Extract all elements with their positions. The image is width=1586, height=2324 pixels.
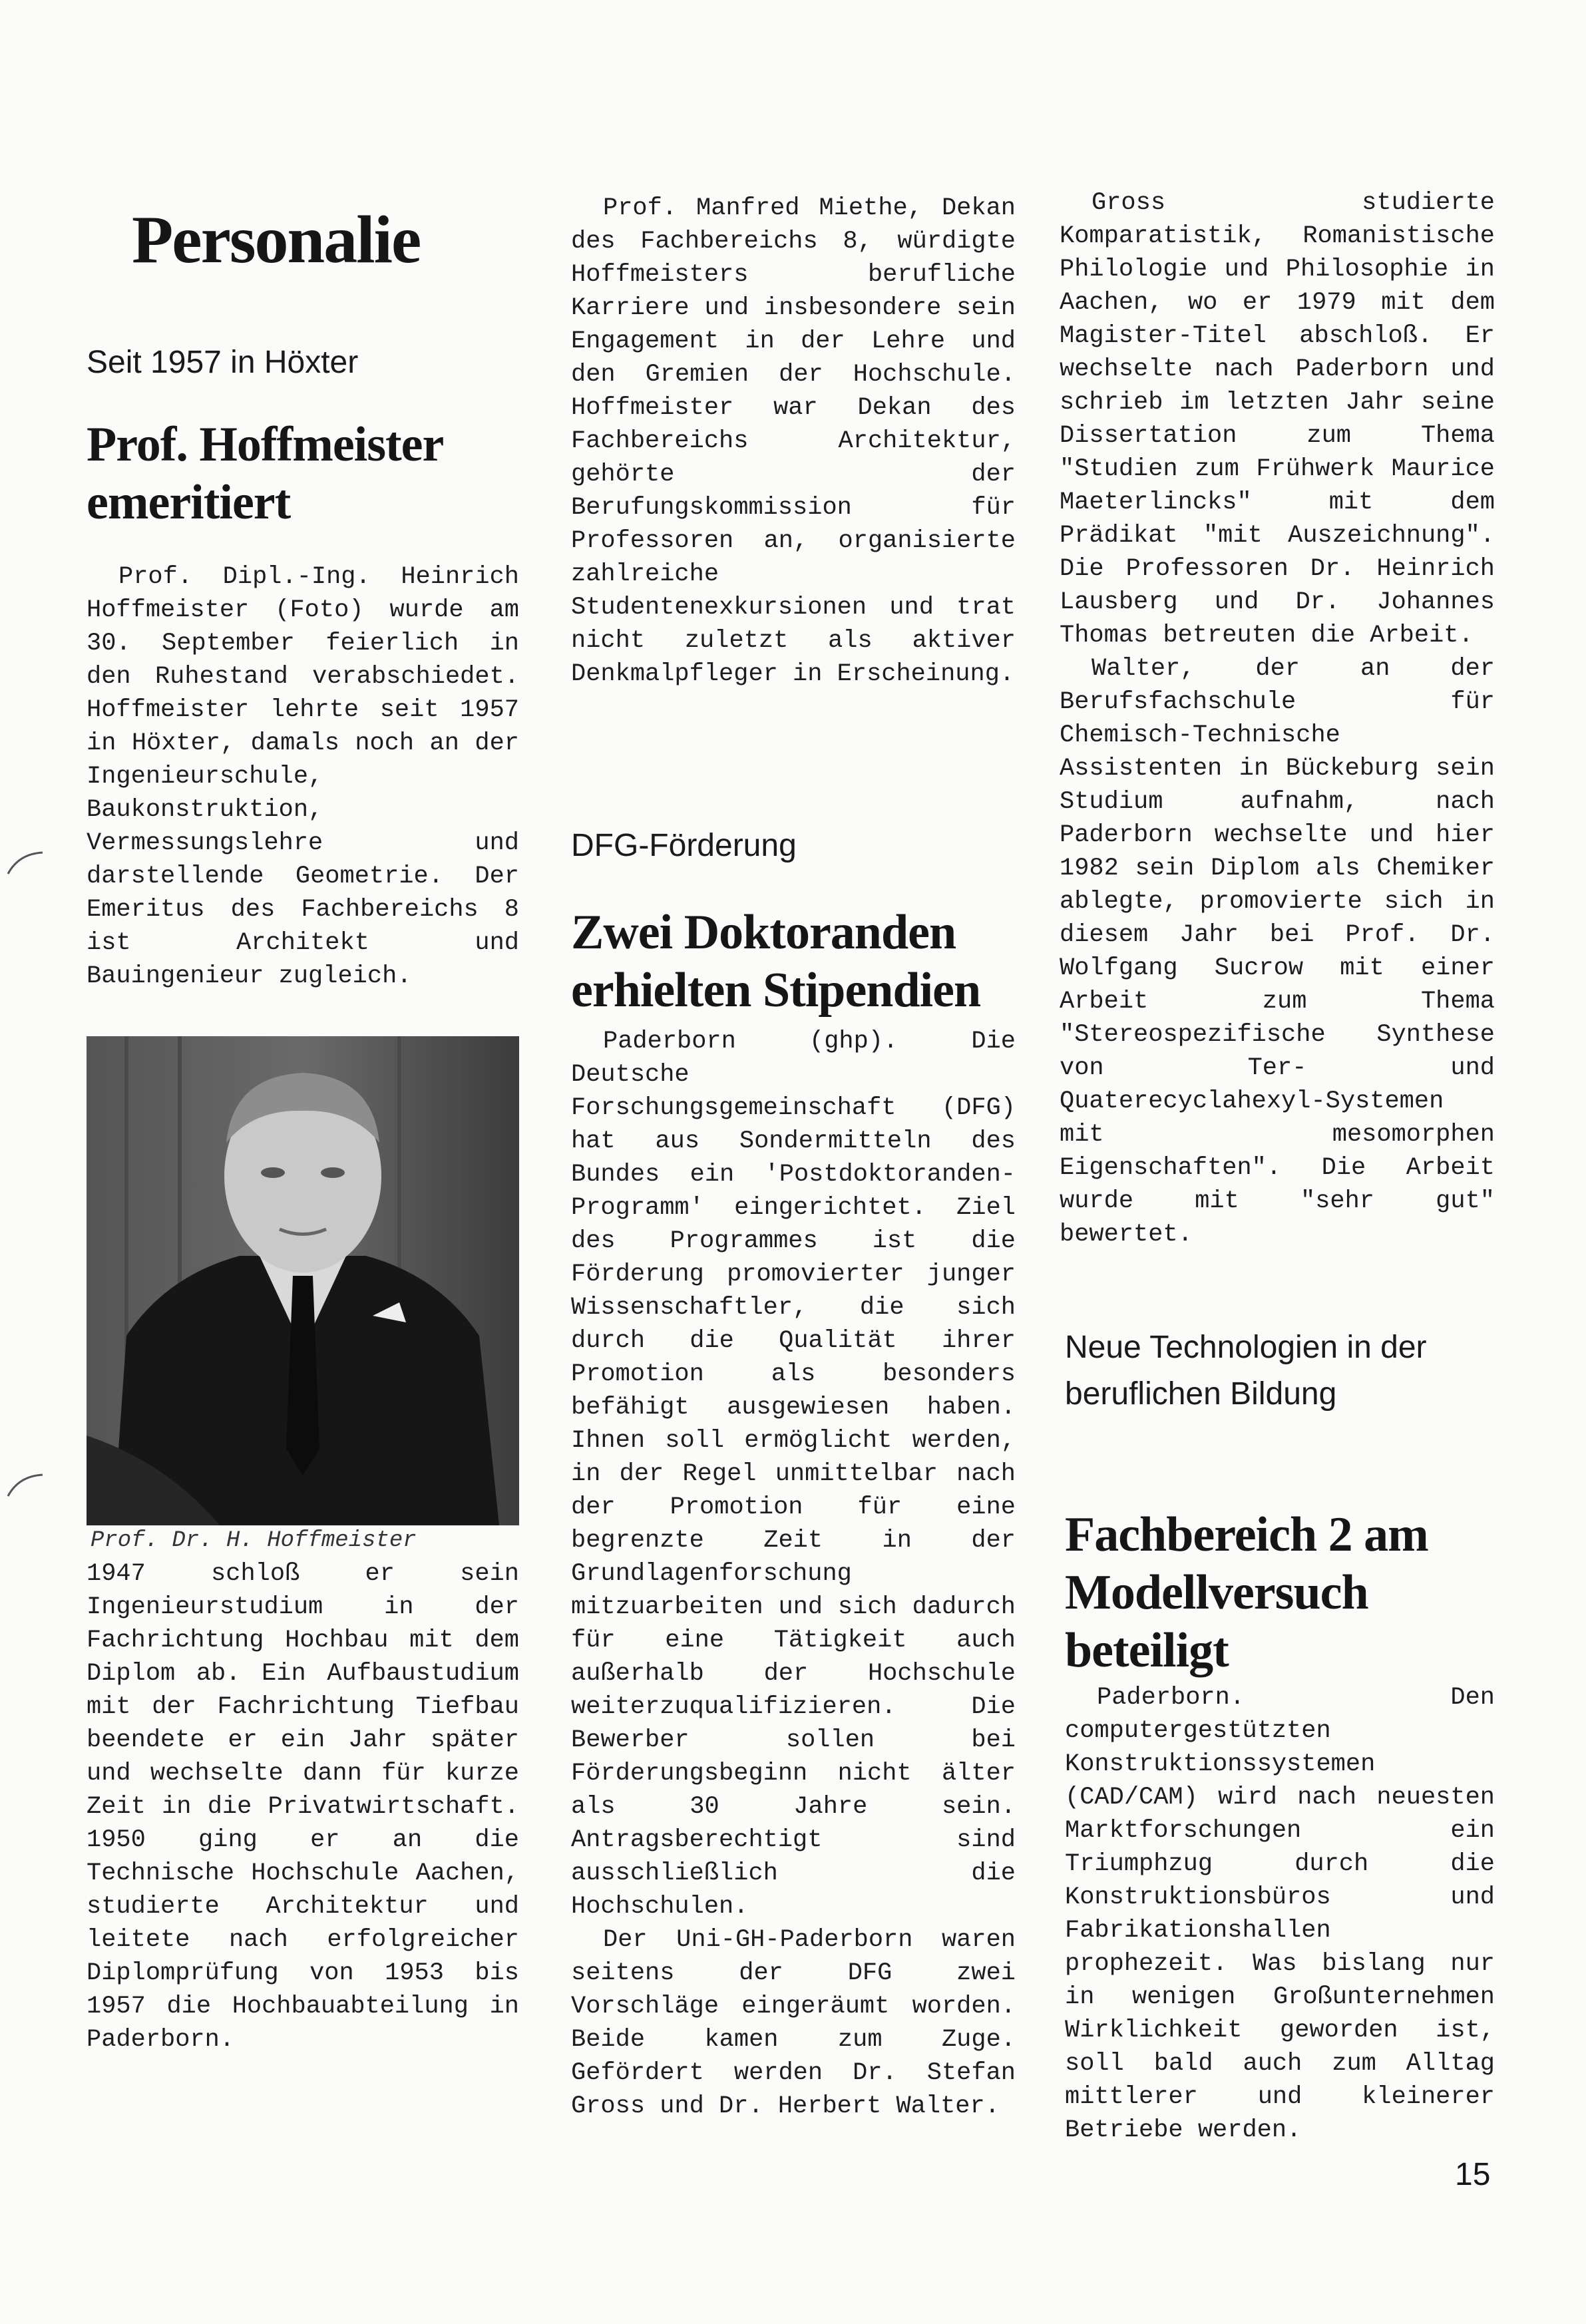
article1-paragraph-3: Prof. Manfred Miethe, Dekan des Fachbereichs 8, würdigte Hoffmeisters berufliche Karriere und insbesondere sein Engagement in der Lehre und den Gremien der Hochschule. Hoffmeister war Dekan des Fachbereichs Architektur, gehörte der Berufungskommission für Professoren an, organisierte zahlreiche Studentenexkursionen und trat nicht zuletzt als aktiver Denkmalpfleger in Erscheinung. [571,194,1016,688]
article1-headline: Prof. Hoffmeister emeritiert [87,417,443,530]
page-number: 15 [1455,2157,1491,2192]
article2-paragraph-2: Der Uni-GH-Paderborn waren seitens der DFG zwei Vorschläge eingeräumt worden. Beide kamen zum Zuge. Gefördert werden Dr. Stefan Gross und Dr. Herbert Walter. [571,1926,1016,2120]
article2-kicker: DFG-Förderung [571,828,797,863]
article1-kicker: Seit 1957 in Höxter [87,345,359,380]
article2-paragraph-1: Paderborn (ghp). Die Deutsche Forschungsgemeinschaft (DFG) hat aus Sondermitteln des Bundes ein 'Postdoktoranden-Programm' eingerichtet. Ziel des Programmes ist die Förderung promovierter junger Wissenschaftler, die sich durch die Qualität ihrer Promotion als besonders befähigt ausgewiesen haben. Ihnen soll ermöglicht werden, in der Regel unmittelbar nach der Promotion für eine begrenzte Zeit in der Grundlagenforschung mitzuarbeiten und sich dadurch für eine Tätigkeit auch außerhalb der Hochschule weiterzuqualifizieren. Die Bewerber sollen bei Förderungsbeginn nicht älter als 30 Jahre sein. Antragsberechtigt sind ausschließlich die Hochschulen. [571,1028,1016,1921]
article2-paragraph-4: Walter, der an der Berufsfachschule für Chemisch-Technische Assistenten in Bückeburg sein Studium aufnahm, nach Paderborn wechselte und hier 1982 sein Diplom als Chemiker ablegte, promovierte sich in diesem Jahr bei Prof. Dr. Wolfgang Sucrow mit einer Arbeit zum Thema "Stereospezifische Synthese von Ter- und Quaterecyclahexyl-Systemen mit mesomorphen Eigenschaften". Die Arbeit wurde mit "sehr gut" bewertet. [1060,655,1495,1249]
portrait-illustration [87,1036,519,1525]
punch-hole-mark [5,1471,45,1497]
article3-text [1065,1681,1495,2147]
article3-paragraph-1: Paderborn. Den computergestützten Konstruktionssystemen (CAD/CAM) wird nach neuesten Marktforschungen ein Triumphzug durch die Konstruktionsbüros und Fabrikationshallen prophezeit. Was bislang nur in wenigen Großunternehmen Wirklichkeit geworden ist, soll bald auch zum Alltag mittlerer und kleinerer Betriebe werden. [1065,1684,1495,2144]
article2-headline: Zwei Doktoranden erhielten Stipendien [571,905,981,1018]
section-title: Personalie [132,202,421,278]
article1-text-part2 [87,1557,519,2056]
article1-paragraph-1: Prof. Dipl.-Ing. Heinrich Hoffmeister (Foto) wurde am 30. September feierlich in den Ruhestand verabschiedet. Hoffmeister lehrte seit 1957 in Höxter, damals noch an der Ingenieurschule, Baukonstruktion, Vermessungslehre und darstellende Geometrie. Der Emeritus des Fachbereichs 8 ist Architekt und Bauingenieur zugleich. [87,563,519,990]
hoffmeister-portrait-photo [87,1036,519,1525]
article1-text-part1 [87,560,519,993]
article1-text-part3 [571,192,1016,691]
article3-headline: Fachbereich 2 am Modellversuch beteiligt [1065,1507,1428,1678]
punch-hole-mark [5,849,45,875]
article1-paragraph-2: 1947 schloß er sein Ingenieurstudium in der Fachrichtung Hochbau mit dem Diplom ab. Ein Aufbaustudium mit der Fachrichtung Tiefbau beendete er ein Jahr später und wechselte dann für kurze Zeit in die Privatwirtschaft. 1950 ging er an die Technische Hochschule Aachen, studierte Architektur und leitete nach erfolgreicher Diplomprüfung von 1953 bis 1957 die Hochbauabteilung in Paderborn. [87,1560,519,2054]
photo-caption: Prof. Dr. H. Hoffmeister [91,1528,417,1553]
article2-text-part1 [571,1025,1016,2123]
article3-kicker: Neue Technologien in der beruflichen Bildung [1065,1330,1427,1412]
article2-text-part2 [1060,186,1495,1251]
article2-paragraph-3: Gross studierte Komparatistik, Romanistische Philologie und Philosophie in Aachen, wo er 1979 mit dem Magister-Titel abschloß. Er wechselte nach Paderborn und schrieb im letzten Jahr seine Dissertation zum Thema "Studien zum Frühwerk Maurice Maeterlincks" mit dem Prädikat "mit Auszeichnung". Die Professoren Dr. Heinrich Lausberg und Dr. Johannes Thomas betreuten die Arbeit. [1060,189,1495,650]
